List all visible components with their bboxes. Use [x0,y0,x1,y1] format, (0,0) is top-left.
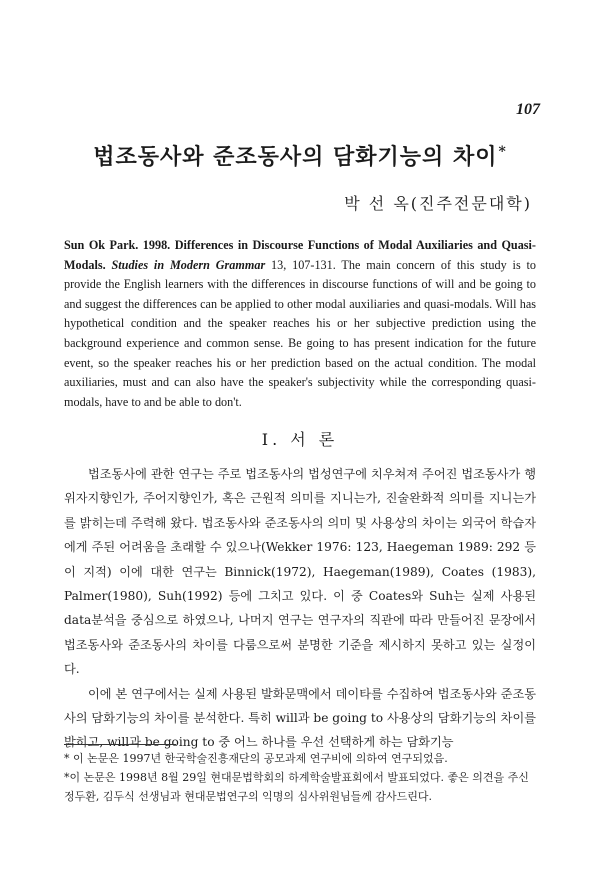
abstract [64,236,536,412]
footnotes [64,749,536,806]
paper-title-text: 법조동사와 준조동사의 담화기능의 차이 [93,144,498,170]
page-number: 107 [516,101,540,118]
journal-name: Studies in Modern Grammar [111,257,266,272]
abstract-head: Sun Ok Park. 1998. Differences in Discourse Functions of Modal Auxiliaries and Quasi-Modals. [64,238,536,272]
body-text [64,462,536,755]
footnote: *이 논문은 1998년 8월 29일 현대문법학회의 하계학술발표회에서 발표되었다. 좋은 의견을 주신 정두환, 김두식 선생님과 현대문법연구의 익명의 심사위원님들께 감사드린다. [64,771,529,803]
title-footnote-mark: * [498,143,507,160]
paragraph: 이에 본 연구에서는 실제 사용된 발화문맥에서 데이타를 수집하여 법조동사와 준조동사의 담화기능의 차이를 분석한다. 특히 will과 be going to 사용상의 담화기능의 차이를 밝히고, will과 be going to 중 어느 하나를 우선 선택하게 하는 담화기능 [64,686,536,750]
paragraph: 법조동사에 관한 연구는 주로 법조동사의 법성연구에 치우쳐져 주어진 법조동사가 행위자지향인가, 주어지향인가, 혹은 근원적 의미를 지니는가, 진술완화적 의미를 지니는가를 밝히는데 주력해 왔다. 법조동사와 준조동사의 의미 및 사용상의 차이는 외국어 학습자에게 주된 어려움을 초래할 수 있으나(Wekker 1976: 123, Haegeman 1989: 292 등이 지적) 이에 대한 연구는 Binnick(1972), Haegeman(1989), Coates (1983), Palmer(1980), Suh(1992) 등에 그치고 있다. 이 중 Coates와 Suh는 실제 사용된 data분석을 중심으로 하였으나, 나머지 연구는 연구자의 직관에 따라 만들어진 문장에서 법조동사와 준조동사의 차이를 다룸으로써 분명한 기준을 제시하지 못하고 있는 실정이다. [64,467,536,677]
abstract-body: The main concern of this study is to provide the English learners with the differences in discourse functions of will and be going to and suggest the differences can be applied to other modal auxiliaries and quasi-modals. Will has hypothetical condition and the speaker reaches his or her subjective prediction using the background experience and common sense. Be going to has present indication for the future event, so the speaker reaches his or her prediction based on the actual condition. The modal auxiliaries, must and can also have the speaker's subjectivity while the corresponding quasi-modals, have to and be able to don't. [64,257,537,409]
footnote-divider [64,744,176,745]
paper-title [0,140,600,171]
author-affiliation: 박 선 옥(진주전문대학) [344,194,532,213]
footnote: * 이 논문은 1997년 한국학술진흥재단의 공모과제 연구비에 의하여 연구되었음. [64,752,448,765]
citation: 13, 107-131. [265,257,336,272]
section-heading: I. 서 론 [261,430,339,449]
